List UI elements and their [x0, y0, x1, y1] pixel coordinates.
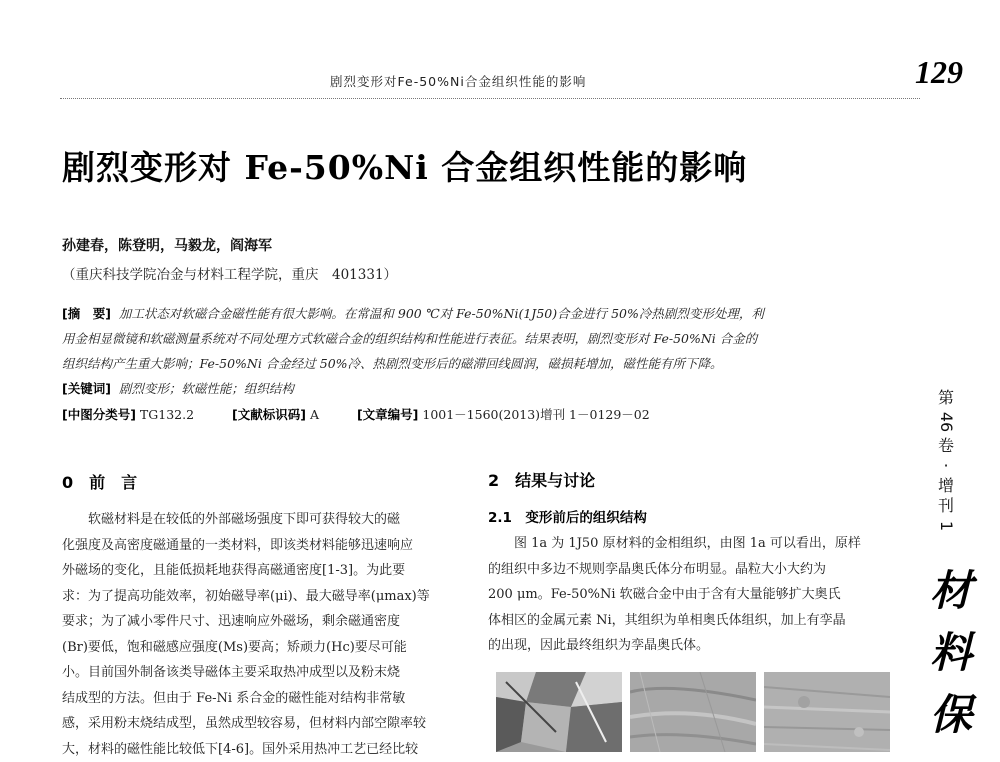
intro-line: 求：为了提高功能效率，初始磁导率(μi)、最大磁导率(μmax)等 [62, 584, 462, 610]
article-no-label: [文章编号] [357, 407, 418, 422]
clc-value: TG132.2 [140, 407, 194, 422]
abstract-line: 加工状态对软磁合金磁性能有很大影响。在常温和 900 ℃对 Fe-50%Ni(1J50)合金进行 50%冷热剧烈变形处理，利 [119, 306, 764, 321]
doc-code-value: A [310, 407, 319, 422]
intro-line: 软磁材料是在较低的外部磁场强度下即可获得较大的磁 [62, 507, 462, 533]
doc-code-label: [文献标识码] [232, 407, 306, 422]
article-no-value: 1001－1560(2013)增刊 1－0129－02 [422, 407, 649, 422]
volume-char: 1 [936, 512, 956, 540]
abstract-line: 组织结构产生重大影响；Fe-50%Ni 合金经过 50%冷、热剧烈变形后的磁滞回线圆润，磁损耗增加，磁性能有所下降。 [62, 351, 902, 376]
intro-line: 大，材料的磁性能比较低下[4-6]。国外采用热冲工艺已经比较 [62, 737, 462, 762]
journal-char: 材 [928, 560, 974, 622]
abstract-label: [摘 要] [62, 306, 111, 321]
results-body [488, 531, 892, 659]
volume-char: 第 [932, 388, 960, 408]
intro-line: (Br)要低，饱和磁感应强度(Ms)要高；矫顽力(Hc)要尽可能 [62, 635, 462, 661]
intro-line: 感，采用粉末烧结成型，虽然成型较容易，但材料内部空隙率较 [62, 711, 462, 737]
intro-body [62, 507, 462, 762]
results-line: 200 μm。Fe-50%Ni 软磁合金中由于含有大量能够扩大奥氏 [488, 582, 892, 608]
article-affiliation: （重庆科技学院冶金与材料工程学院，重庆 401331） [62, 263, 397, 283]
clc-label: [中图分类号] [62, 407, 136, 422]
volume-char: 刊 [932, 496, 960, 516]
micrograph-1c [764, 672, 890, 752]
intro-line: 要求；为了减小零件尺寸、迅速响应外磁场，剩余磁通密度 [62, 609, 462, 635]
journal-char: 料 [928, 622, 974, 684]
results-line: 的出现，因此最终组织为孪晶奥氏体。 [488, 633, 892, 659]
volume-char: 增 [932, 476, 960, 496]
journal-name-vertical [928, 560, 974, 746]
article-title: 剧烈变形对 Fe-50%Ni 合金组织性能的影响 [62, 142, 747, 189]
keywords-text: 剧烈变形；软磁性能；组织结构 [119, 381, 294, 396]
results-line: 的组织中多边不规则孪晶奥氏体分布明显。晶粒大小大约为 [488, 557, 892, 583]
intro-heading: 0 前 言 [62, 470, 137, 493]
intro-line: 小。目前国外制备该类导磁体主要采取热冲成型以及粉末烧 [62, 660, 462, 686]
volume-info-vertical [932, 388, 960, 536]
intro-line: 外磁场的变化，且能低损耗地获得高磁通密度[1-3]。为此要 [62, 558, 462, 584]
journal-char: 保 [928, 684, 974, 746]
results-line: 体相区的金属元素 Ni，其组织为单相奥氏体组织，加上有孪晶 [488, 608, 892, 634]
volume-char: 46 [936, 408, 956, 436]
running-header: 剧烈变形对Fe-50%Ni合金组织性能的影响 [330, 72, 586, 90]
keywords-row [62, 379, 294, 397]
volume-char: · [932, 456, 960, 476]
abstract-block [62, 301, 902, 376]
abstract-line: 用金相显微镜和软磁测量系统对不同处理方式软磁合金的组织结构和性能进行表征。结果表明，剧烈变形对 Fe-50%Ni 合金的 [62, 326, 902, 351]
intro-line: 化强度及高密度磁通量的一类材料，即该类材料能够迅速响应 [62, 533, 462, 559]
intro-line: 结成型的方法。但由于 Fe-Ni 系合金的磁性能对结构非常敏 [62, 686, 462, 712]
results-subheading: 2.1 变形前后的组织结构 [488, 506, 647, 526]
results-line: 图 1a 为 1J50 原材料的金相组织，由图 1a 可以看出，原样 [488, 531, 892, 557]
results-heading: 2 结果与讨论 [488, 468, 595, 491]
page-number: 129 [915, 54, 963, 91]
header-divider [60, 98, 920, 99]
volume-char: 卷 [932, 436, 960, 456]
article-authors: 孙建春，陈登明，马毅龙，阎海军 [62, 235, 272, 255]
keywords-label: [关键词] [62, 381, 111, 396]
micrograph-1a [496, 672, 622, 752]
classification-row [62, 405, 902, 423]
micrograph-1b [630, 672, 756, 752]
